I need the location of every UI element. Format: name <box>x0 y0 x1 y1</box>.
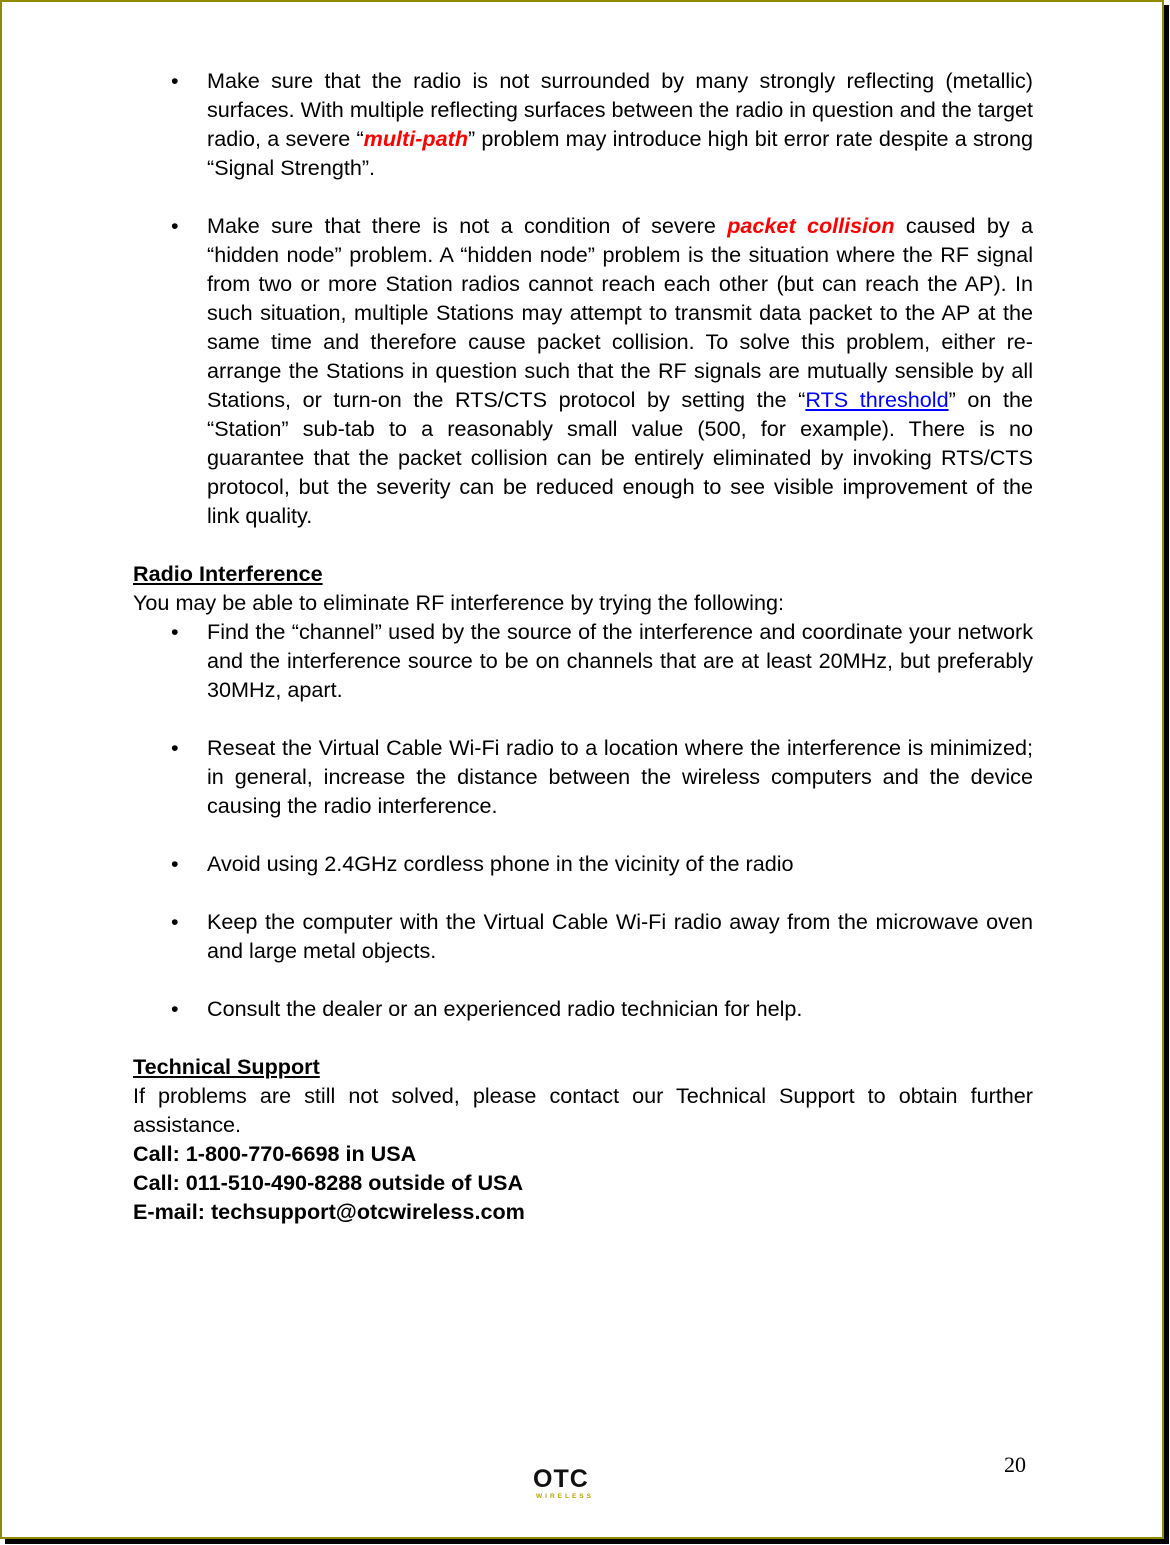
support-phone-international: Call: 011-510-490-8288 outside of USA <box>133 1170 524 1195</box>
emphasis-term: packet collision <box>727 213 895 238</box>
radio-interference-heading: Radio Interference <box>133 561 323 586</box>
list-item-text: ” on the “Station” sub-tab to a reasonably small value (500, for example). There is no guarantee that the packet collision can be entirely eliminated by invoking RTS/CTS protocol, but the severity can be reduced enough to see visible improvement of the link quality. <box>207 387 1033 528</box>
list-item <box>133 849 1033 878</box>
otc-wireless-logo <box>533 1467 599 1503</box>
document-body <box>133 66 1033 1226</box>
list-item-text: Find the “channel” used by the source of the interference and coordinate your network and the interference source to be on channels that are at least 20MHz, but preferably 30MHz, apart. <box>207 619 1033 702</box>
troubleshooting-list <box>133 66 1033 530</box>
list-item <box>133 66 1033 182</box>
logo-subtitle: WIRELESS <box>536 1493 594 1500</box>
bullet-icon: • <box>171 909 179 934</box>
rts-threshold-link[interactable]: RTS threshold <box>805 387 949 412</box>
list-item-text: caused by a “hidden node” problem. A “hidden node” problem is the situation where the RF signal from two or more Station radios cannot reach each other (but can reach the AP). In such situation, multiple Stations may attempt to transmit data packet to the AP at the same time and therefore cause packet collision. To solve this problem, either re-arrange the Stations in question such that the RF signals are mutually sensible by all Stations, or turn-on the RTS/CTS protocol by setting the “ <box>207 213 1033 412</box>
list-item <box>133 994 1033 1023</box>
logo-brand: OTC <box>533 1465 589 1493</box>
support-email: E-mail: techsupport@otcwireless.com <box>133 1199 525 1224</box>
bullet-icon: • <box>171 735 179 760</box>
bullet-icon: • <box>171 68 179 93</box>
list-item-text: Avoid using 2.4GHz cordless phone in the vicinity of the radio <box>207 851 794 876</box>
radio-interference-list <box>133 617 1033 1023</box>
list-item-text: Consult the dealer or an experienced radio technician for help. <box>207 996 803 1021</box>
list-item-text: Keep the computer with the Virtual Cable Wi-Fi radio away from the microwave oven and large metal objects. <box>207 909 1033 963</box>
bullet-icon: • <box>171 851 179 876</box>
list-item <box>133 907 1033 965</box>
list-item-text: Make sure that the radio is not surrounded by many strongly reflecting (metallic) surfaces. With multiple reflecting surfaces between the radio in question and the target radio, a severe “ <box>207 68 1033 151</box>
technical-support-heading: Technical Support <box>133 1054 320 1079</box>
list-item-text: ” problem may introduce high bit error rate despite a strong “Signal Strength”. <box>207 126 1033 180</box>
emphasis-term: multi-path <box>363 126 469 151</box>
list-item-text: Reseat the Virtual Cable Wi-Fi radio to a location where the interference is minimized; in general, increase the distance between the wireless computers and the device causing the radio interference. <box>207 735 1033 818</box>
bullet-icon: • <box>171 213 179 238</box>
page-number: 20 <box>1004 1452 1026 1477</box>
list-item <box>133 211 1033 530</box>
list-item <box>133 733 1033 820</box>
radio-interference-intro: You may be able to eliminate RF interference by trying the following: <box>133 590 784 615</box>
bullet-icon: • <box>171 619 179 644</box>
technical-support-text: If problems are still not solved, please contact our Technical Support to obtain further assistance. <box>133 1083 1033 1137</box>
list-item-text: Make sure that there is not a condition of severe <box>207 213 728 238</box>
support-phone-usa: Call: 1-800-770-6698 in USA <box>133 1141 417 1166</box>
list-item <box>133 617 1033 704</box>
bullet-icon: • <box>171 996 179 1021</box>
